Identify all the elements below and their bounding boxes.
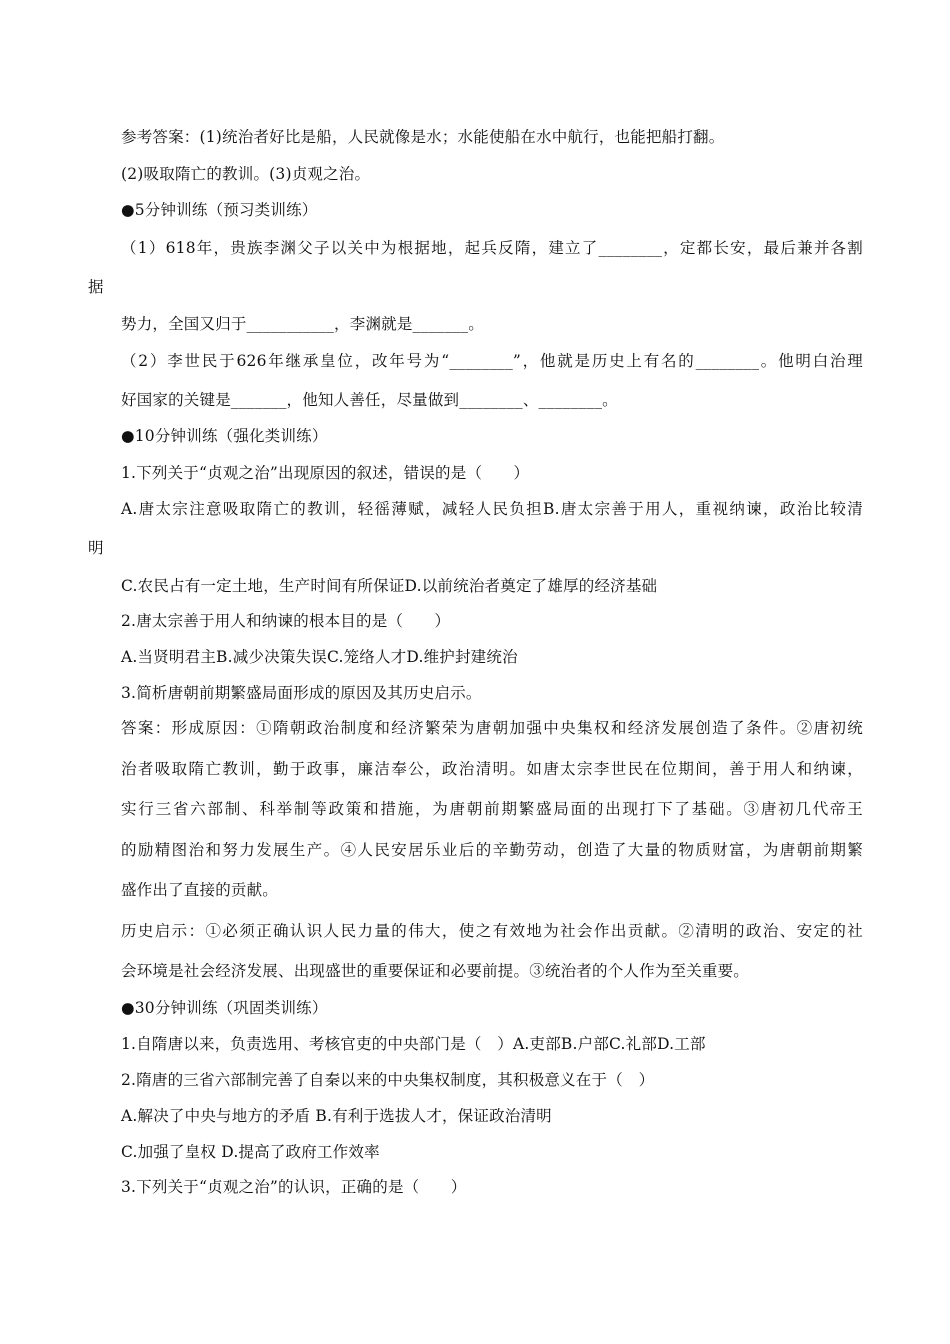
section-10min-q1-options-line3: C.农民占有一定土地，生产时间有所保证D.以前统治者奠定了雄厚的经济基础 bbox=[121, 577, 658, 595]
section-30min-q2: 2.隋唐的三省六部制完善了自秦以来的中央集权制度，其积极意义在于（ ） bbox=[121, 1071, 655, 1089]
section-5min-q2-line2: 好国家的关键是_______，他知人善任，尽量做到________、________。 bbox=[121, 391, 618, 409]
section-10min-answer-line3: 实行三省六部制、科举制等政策和措施，为唐朝前期繁盛局面的出现打下了基础。③唐初几代帝王 bbox=[121, 800, 863, 818]
section-10min-answer-line6: 历史启示：①必须正确认识人民力量的伟大，使之有效地为社会作出贡献。②清明的政治、安定的社 bbox=[121, 922, 863, 940]
section-10min-q1-options-line1: A.唐太宗注意吸取隋亡的教训，轻徭薄赋，减轻人民负担B.唐太宗善于用人，重视纳谏，政治比较清 bbox=[121, 500, 863, 518]
section-30min-q2-options-line2: C.加强了皇权 D.提高了政府工作效率 bbox=[121, 1143, 380, 1161]
section-30min-heading: ●30分钟训练（巩固类训练） bbox=[121, 999, 328, 1017]
section-10min-heading: ●10分钟训练（强化类训练） bbox=[121, 427, 328, 445]
section-10min-answer-line5: 盛作出了直接的贡献。 bbox=[121, 881, 279, 899]
section-10min-q1: 1.下列关于“贞观之治”出现原因的叙述，错误的是（ ） bbox=[121, 464, 530, 482]
section-30min-q3: 3.下列关于“贞观之治”的认识，正确的是（ ） bbox=[121, 1178, 467, 1196]
section-30min-q1: 1.自隋唐以来，负责选用、考核官吏的中央部门是（ ）A.吏部B.户部C.礼部D.工部 bbox=[121, 1035, 706, 1053]
section-5min-q1-line2: 据 bbox=[88, 278, 104, 296]
section-5min-q2-line1: （2）李世民于626年继承皇位，改年号为“________”，他就是历史上有名的________。他明白治理 bbox=[121, 352, 863, 370]
section-5min-q1-line1: （1）618年，贵族李渊父子以关中为根据地，起兵反隋，建立了________，定都长安，最后兼并各割 bbox=[121, 239, 863, 257]
section-10min-answer-line1: 答案：形成原因：①隋朝政治制度和经济繁荣为唐朝加强中央集权和经济发展创造了条件。②唐初统 bbox=[121, 719, 863, 737]
section-10min-q2-options: A.当贤明君主B.减少决策失误C.笼络人才D.维护封建统治 bbox=[121, 648, 518, 666]
answer-line-1: 参考答案：(1)统治者好比是船，人民就像是水；水能使船在水中航行，也能把船打翻。 bbox=[121, 128, 725, 146]
section-10min-answer-line7: 会环境是社会经济发展、出现盛世的重要保证和必要前提。③统治者的个人作为至关重要。 bbox=[121, 962, 750, 980]
section-10min-q3: 3.简析唐朝前期繁盛局面形成的原因及其历史启示。 bbox=[121, 684, 482, 702]
section-5min-heading: ●5分钟训练（预习类训练） bbox=[121, 201, 318, 219]
section-30min-q2-options-line1: A.解决了中央与地方的矛盾 B.有利于选拔人才，保证政治清明 bbox=[121, 1107, 552, 1125]
answer-line-2: (2)吸取隋亡的教训。(3)贞观之治。 bbox=[121, 165, 371, 183]
section-10min-q1-options-line2: 明 bbox=[88, 539, 104, 557]
section-10min-answer-line4: 的励精图治和努力发展生产。④人民安居乐业后的辛勤劳动，创造了大量的物质财富，为唐朝前期繁 bbox=[121, 841, 863, 859]
section-5min-q1-line3: 势力，全国又归于___________，李渊就是_______。 bbox=[121, 315, 484, 333]
section-10min-q2: 2.唐太宗善于用人和纳谏的根本目的是（ ） bbox=[121, 612, 451, 630]
section-10min-answer-line2: 治者吸取隋亡教训，勤于政事，廉洁奉公，政治清明。如唐太宗李世民在位期间，善于用人和纳谏， bbox=[121, 760, 863, 778]
